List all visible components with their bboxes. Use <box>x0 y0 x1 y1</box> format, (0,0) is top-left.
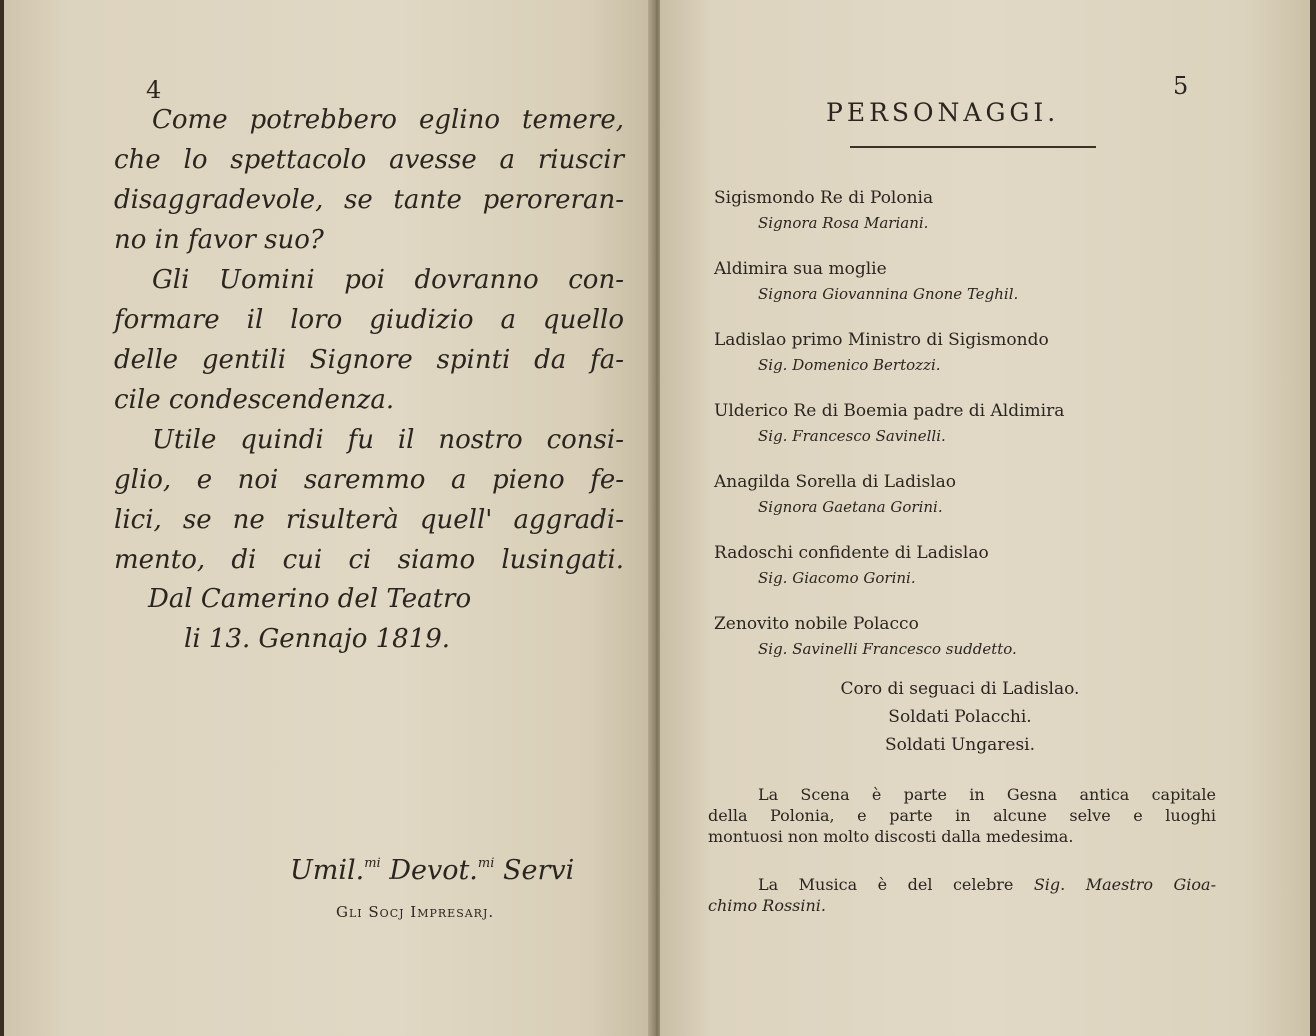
text-line: che lo spettacolo avesse a riuscir <box>114 145 624 175</box>
page-number-right: 5 <box>1173 72 1189 100</box>
role-name: Zenovito nobile Polacco <box>714 614 919 634</box>
cast-heading: PERSONAGGI. <box>826 98 1060 127</box>
chorus-line: Coro di seguaci di Ladislao. <box>840 679 1080 699</box>
chorus-line: Soldati Ungaresi. <box>884 735 1036 755</box>
signature <box>290 855 574 886</box>
page-number-left: 4 <box>146 76 162 104</box>
text-line: lici, se ne risulterà quell' aggradi- <box>114 505 624 535</box>
role-name: Ladislao primo Ministro di Sigismondo <box>714 330 1049 350</box>
chorus-line: Soldati Polacchi. <box>888 707 1032 727</box>
chorus-list <box>760 675 1160 759</box>
cast-entry <box>714 255 1154 326</box>
cast-entry <box>714 397 1154 468</box>
left-page-body <box>114 100 624 580</box>
closing-date: li 13. Gennajo 1819. <box>184 624 451 654</box>
actor-name: Signora Rosa Mariani. <box>758 214 929 232</box>
cast-entry <box>714 468 1154 539</box>
cast-list <box>714 184 1154 681</box>
role-name: Aldimira sua moglie <box>714 259 887 279</box>
text-line: delle gentili Signore spinti da fa- <box>114 345 624 375</box>
music-note-italic: Sig. Maestro Gioa- <box>1033 875 1216 894</box>
scene-note <box>708 784 1216 847</box>
cast-entry <box>714 610 1154 681</box>
note-line: La Scena è parte in Gesna antica capitale <box>758 785 1216 804</box>
cast-entry <box>714 326 1154 397</box>
actor-name: Sig. Giacomo Gorini. <box>758 569 916 587</box>
note-line <box>708 874 1216 895</box>
text-line: formare il loro giudizio a quello <box>114 305 624 335</box>
left-page <box>4 0 652 1036</box>
role-name: Ulderico Re di Boemia padre di Aldimira <box>714 401 1065 421</box>
signature-servi: Servi <box>502 855 575 886</box>
music-note <box>708 874 1216 916</box>
text-line: mento, di cui ci siamo lusingati. <box>114 545 624 575</box>
actor-name: Signora Giovannina Gnone Teghil. <box>758 285 1019 303</box>
music-note-plain: La Musica è del celebre <box>758 875 1034 894</box>
signature-umil-sup: mi <box>364 856 381 871</box>
actor-name: Sig. Francesco Savinelli. <box>758 427 946 445</box>
text-line: Come potrebbero eglino temere, <box>152 105 624 135</box>
signature-umil: Umil. <box>290 855 365 886</box>
signature-devot: Devot. <box>389 855 478 886</box>
note-line: montuosi non molto discosti dalla medesima. <box>708 827 1074 846</box>
signature-devot-sup: mi <box>477 856 495 871</box>
role-name: Radoschi confidente di Ladislao <box>714 543 989 563</box>
signers: Gli Socj Impresarj. <box>336 903 495 921</box>
text-line: cile condescendenza. <box>114 385 395 415</box>
cast-entry <box>714 539 1154 610</box>
actor-name: Sig. Savinelli Francesco suddetto. <box>758 640 1017 658</box>
heading-rule <box>850 146 1096 148</box>
text-line: disaggradevole, se tante peroreran- <box>114 185 624 215</box>
note-line: della Polonia, e parte in alcune selve e luoghi <box>708 806 1216 825</box>
actor-name: Sig. Domenico Bertozzi. <box>758 356 941 374</box>
text-line: glio, e noi saremmo a pieno fe- <box>114 465 624 495</box>
note-line: chimo Rossini. <box>708 896 826 915</box>
actor-name: Signora Gaetana Gorini. <box>758 498 943 516</box>
role-name: Sigismondo Re di Polonia <box>714 188 934 208</box>
closing-place: Dal Camerino del Teatro <box>148 584 472 614</box>
role-name: Anagilda Sorella di Ladislao <box>714 472 957 492</box>
text-line: Gli Uomini poi dovranno con- <box>152 265 624 295</box>
cast-entry <box>714 184 1154 255</box>
text-line: Utile quindi fu il nostro consi- <box>152 425 624 455</box>
text-line: no in favor suo? <box>114 225 324 255</box>
